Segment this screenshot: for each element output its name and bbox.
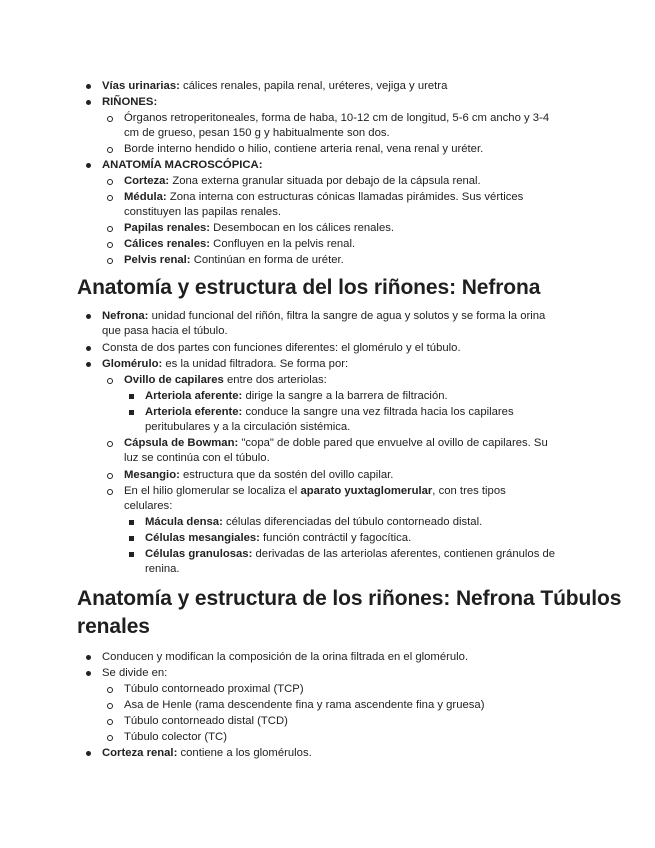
bullet-disc	[86, 671, 91, 676]
mesangiales-label: Células mesangiales:	[145, 532, 260, 544]
tubulo-part-1: Túbulo contorneado proximal (TCP)	[124, 683, 304, 695]
medula-line	[124, 190, 523, 204]
bullet-circle	[107, 116, 113, 122]
bullet-circle	[107, 473, 113, 479]
bullet-circle	[107, 687, 113, 693]
bullet-square	[129, 394, 134, 399]
aferente-label: Arteriola aferente:	[145, 390, 243, 402]
papilas-text: Desembocan en los cálices renales.	[210, 222, 395, 234]
bullet-circle	[107, 441, 113, 447]
section-heading-tubulos-line1: Anatomía y estructura de los riñones: Nefrona Túbulos	[77, 587, 622, 610]
macula-line	[145, 515, 482, 529]
section-heading-tubulos-line2: renales	[77, 615, 150, 638]
corteza-renal-text: contiene a los glomérulos.	[177, 747, 312, 759]
medula-text: Zona interna con estructuras cónicas llamadas pirámides. Sus vértices	[166, 191, 524, 203]
vias-urinarias-line	[102, 79, 447, 93]
corteza-renal-label: Corteza renal:	[102, 747, 178, 759]
bullet-square	[129, 536, 134, 541]
vias-label: Vías urinarias:	[102, 80, 180, 92]
bullet-disc	[86, 100, 91, 105]
rinones-label: RIÑONES:	[102, 96, 158, 108]
rinones-item-2: Borde interno hendido o hilio, contiene arteria renal, vena renal y uréter.	[124, 143, 484, 155]
corteza-label: Corteza:	[124, 175, 170, 187]
mesangio-text: estructura que da sostén del ovillo capilar.	[179, 469, 394, 481]
bullet-square	[129, 520, 134, 525]
macula-text: células diferenciadas del túbulo contorneado distal.	[222, 516, 483, 528]
bullet-circle	[107, 703, 113, 709]
glomerulo-label: Glomérulo:	[102, 358, 163, 370]
bowman-text: "copa" de doble pared que envuelve al ovillo de capilares. Su	[238, 437, 548, 449]
rinones-item-1-line1: Órganos retroperitoneales, forma de haba, 10-12 cm de longitud, 5-6 cm ancho y 3-4	[124, 112, 550, 124]
hilio-line	[124, 484, 506, 498]
ovillo-label: Ovillo de capilares	[124, 374, 224, 386]
conducen-line: Conducen y modifican la composición de la orina filtrada en el glomérulo.	[102, 651, 469, 663]
glomerulo-line	[102, 357, 348, 371]
bullet-circle	[107, 735, 113, 741]
corteza-text: Zona externa granular situada por debajo de la cápsula renal.	[169, 175, 481, 187]
hilio-bold: aparato yuxtaglomerular	[300, 485, 433, 497]
calices-text: Confluyen en la pelvis renal.	[210, 238, 356, 250]
bullet-disc	[86, 751, 91, 756]
bullet-circle	[107, 147, 113, 153]
nefrona-text: unidad funcional del riñón, filtra la sangre de agua y solutos y se forma la orina	[148, 310, 546, 322]
corteza-renal-line	[102, 746, 312, 760]
hilio-line2: celulares:	[124, 500, 173, 512]
tubulo-part-2: Asa de Henle (rama descendente fina y rama ascendente fina y gruesa)	[124, 699, 485, 711]
calices-label: Cálices renales:	[124, 238, 211, 250]
bullet-circle	[107, 242, 113, 248]
nefrona-line2: que pasa hacia el túbulo.	[102, 325, 228, 337]
divide-line: Se divide en:	[102, 667, 168, 679]
granulosas-label: Células granulosas:	[145, 548, 253, 560]
bowman-label: Cápsula de Bowman:	[124, 437, 239, 449]
medula-line2: constituyen las papilas renales.	[124, 206, 281, 218]
ovillo-text: entre dos arteriolas:	[223, 374, 327, 386]
hilio-text2: , con tres tipos	[432, 485, 506, 497]
nefrona-line	[102, 309, 545, 323]
bowman-line	[124, 436, 548, 450]
bullet-circle	[107, 378, 113, 384]
mesangio-label: Mesangio:	[124, 469, 180, 481]
nefrona-label: Nefrona:	[102, 310, 149, 322]
papilas-label: Papilas renales:	[124, 222, 211, 234]
papilas-line	[124, 221, 394, 235]
glomerulo-text: es la unidad filtradora. Se forma por:	[162, 358, 349, 370]
bullet-disc	[86, 346, 91, 351]
bullet-circle	[107, 226, 113, 232]
anatomia-label: ANATOMÍA MACROSCÓPICA:	[102, 159, 263, 171]
bullet-circle	[107, 179, 113, 185]
vias-text: cálices renales, papila renal, uréteres, vejiga y uretra	[179, 80, 448, 92]
mesangiales-line	[145, 531, 411, 545]
aferente-text: dirige la sangre a la barrera de filtración.	[242, 390, 448, 402]
bullet-disc	[86, 362, 91, 367]
bullet-square	[129, 410, 134, 415]
medula-label: Médula:	[124, 191, 167, 203]
rinones-item-1-line2: cm de grueso, pesan 150 g y habitualmente son dos.	[124, 127, 390, 139]
bullet-disc	[86, 84, 91, 89]
mesangiales-text: función contráctil y fagocítica.	[259, 532, 412, 544]
mesangio-line	[124, 468, 393, 482]
tubulo-part-3: Túbulo contorneado distal (TCD)	[124, 715, 288, 727]
corteza-line	[124, 174, 481, 188]
eferente-text: conduce la sangre una vez filtrada hacia los capilares	[242, 406, 514, 418]
tubulo-part-4: Túbulo colector (TC)	[124, 731, 227, 743]
eferente-line	[145, 405, 514, 419]
bullet-circle	[107, 489, 113, 495]
bowman-line2: luz se continúa con el túbulo.	[124, 452, 270, 464]
aferente-line	[145, 389, 448, 403]
bullet-disc	[86, 163, 91, 168]
bullet-disc	[86, 655, 91, 660]
bullet-circle	[107, 719, 113, 725]
bullet-disc	[86, 314, 91, 319]
calices-line	[124, 237, 355, 251]
granulosas-line	[145, 547, 555, 561]
pelvis-line	[124, 253, 344, 267]
macula-label: Mácula densa:	[145, 516, 223, 528]
bullet-square	[129, 552, 134, 557]
ovillo-line	[124, 373, 327, 387]
bullet-circle	[107, 258, 113, 264]
bullet-circle	[107, 195, 113, 201]
hilio-text1: En el hilio glomerular se localiza el	[124, 485, 301, 497]
section-heading-nefrona: Anatomía y estructura del los riñones: Nefrona	[77, 276, 541, 299]
pelvis-label: Pelvis renal:	[124, 254, 191, 266]
eferente-label: Arteriola eferente:	[145, 406, 243, 418]
granulosas-line2: renina.	[145, 563, 180, 575]
consta-line: Consta de dos partes con funciones diferentes: el glomérulo y el túbulo.	[102, 342, 461, 354]
eferente-line2: peritubulares y a la circulación sistémica.	[145, 421, 351, 433]
pelvis-text: Continúan en forma de uréter.	[190, 254, 344, 266]
granulosas-text: derivadas de las arteriolas aferentes, contienen gránulos de	[252, 548, 556, 560]
